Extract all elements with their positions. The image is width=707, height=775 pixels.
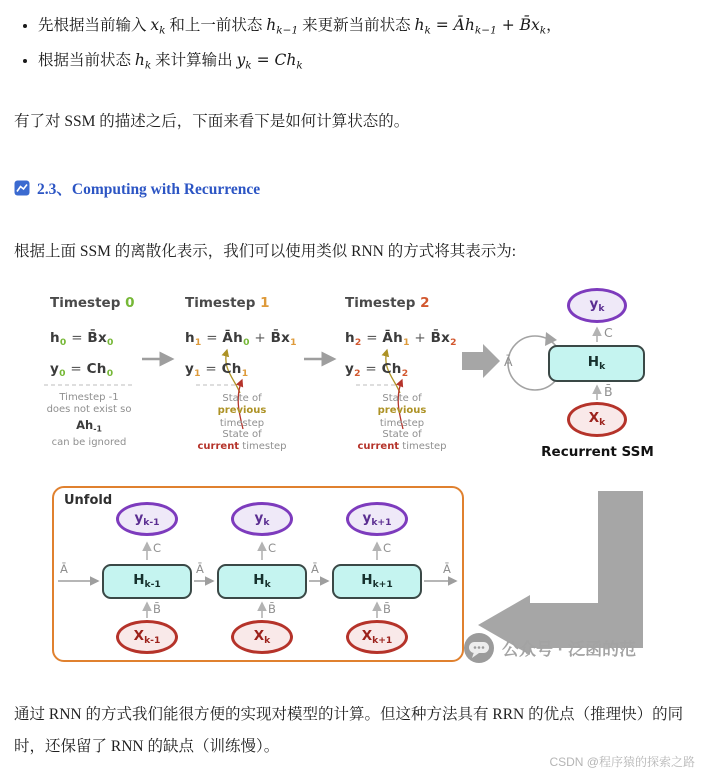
timestep-0-h-formula: $h_0$ = $B̄x_0$ bbox=[50, 329, 114, 348]
node-label: $X_k$ bbox=[588, 410, 606, 429]
note-formula: $Ah_{-1}$ bbox=[76, 417, 102, 434]
a-bar-label: Ā bbox=[443, 561, 451, 576]
c-label: C bbox=[383, 540, 392, 555]
note-current-state bbox=[196, 429, 288, 454]
bullet-text: 根据当前状态 $h_k$ 来计算输出 $y_k = Ch_k$ bbox=[38, 51, 303, 72]
timestep-1-title: Timestep 1 bbox=[185, 294, 270, 311]
timestep-2-y-formula: $y_2 = Ch_2$ bbox=[345, 360, 409, 379]
unfold-x-node-1 bbox=[231, 620, 293, 654]
unfold-x-node-0 bbox=[116, 620, 178, 654]
timestep-1-h-formula: $h_1$ = $Āh_0$ + $B̄x_1$ bbox=[185, 329, 297, 348]
a-bar-label: Ā bbox=[196, 561, 204, 576]
paragraph-conclusion: 通过 RNN 的方式我们能很方便的实现对模型的计算。但这种方法具有 RRN 的优点（推理快）的同时，还保留了 RNN 的缺点（训练慢）。 bbox=[14, 705, 684, 755]
note-previous-state bbox=[196, 393, 288, 431]
b-bar-label: B̄ bbox=[383, 601, 391, 616]
node-label: $H_{k-1}$ bbox=[133, 572, 161, 591]
node-label: $X_k$ bbox=[253, 627, 271, 646]
node-label: $X_{k-1}$ bbox=[133, 627, 161, 646]
recurrent-h-node bbox=[548, 345, 645, 382]
note-line: current timestep bbox=[197, 441, 287, 453]
recurrent-x-node bbox=[567, 402, 627, 437]
csdn-watermark: CSDN @程序猿的探索之路 bbox=[549, 755, 695, 769]
a-bar-label: Ā bbox=[311, 561, 319, 576]
chat-bubble-icon bbox=[464, 633, 494, 663]
unfold-x-node-2 bbox=[346, 620, 408, 654]
recurrent-loop-arrowhead bbox=[545, 332, 557, 346]
timestep-0-title: Timestep 0 bbox=[50, 294, 135, 311]
unfold-big-arrow bbox=[478, 491, 643, 655]
c-label: C bbox=[268, 540, 277, 555]
note-line: previous timestep bbox=[377, 405, 427, 429]
node-label: $y_k$ bbox=[254, 509, 270, 528]
timestep-2-h-formula: $h_2$ = $Āh_1$ + $B̄x_2$ bbox=[345, 329, 457, 348]
unfold-title: Unfold bbox=[64, 492, 113, 508]
note-line: State of bbox=[222, 392, 262, 404]
note-current-state bbox=[356, 429, 448, 454]
a-bar-label: Ā bbox=[504, 353, 513, 369]
c-label: C bbox=[153, 540, 162, 555]
note-line: can be ignored bbox=[51, 437, 127, 449]
unfold-h-node-2 bbox=[332, 564, 422, 599]
node-label: $y_{k+1}$ bbox=[362, 509, 392, 528]
wechat-watermark-text: 公众号 · 泛函的范 bbox=[502, 640, 637, 660]
timestep-0-y-formula: $y_0 = Ch_0$ bbox=[50, 360, 114, 379]
note-line: does not exist so bbox=[46, 404, 132, 416]
note-line: State of bbox=[382, 428, 422, 440]
node-label: $y_k$ bbox=[589, 296, 605, 315]
note-line: State of bbox=[222, 428, 262, 440]
timestep-1-y-formula: $y_1 = Ch_1$ bbox=[185, 360, 249, 379]
b-bar-label: B̄ bbox=[604, 383, 613, 399]
note-ignore bbox=[36, 392, 142, 450]
bullet-text: 先根据当前输入 $x_k$ 和上一前状态 $h_{k-1}$ 来更新当前状态 $h_k$ = $Āh_{k-1}$ + $B̄x_k$， bbox=[38, 16, 562, 37]
bullet-item-update-state bbox=[38, 10, 693, 45]
note-line: previous timestep bbox=[217, 405, 267, 429]
timestep-2-title: Timestep 2 bbox=[345, 294, 430, 311]
recurrent-ssm-caption: Recurrent SSM bbox=[541, 443, 654, 460]
chart-icon bbox=[14, 180, 30, 196]
block-arrow-right bbox=[462, 344, 500, 378]
paragraph-lead: 根据上面 SSM 的离散化表示，我们可以使用类似 RNN 的方式将其表示为: bbox=[14, 242, 517, 260]
node-label: $X_{k+1}$ bbox=[361, 627, 393, 646]
node-label: $y_{k-1}$ bbox=[134, 509, 160, 528]
unfold-h-node-1 bbox=[217, 564, 307, 599]
article-page bbox=[0, 10, 707, 775]
node-label: $H_k$ bbox=[253, 572, 271, 591]
paragraph-intro: 有了对 SSM 的描述之后，下面来看下是如何计算状态的。 bbox=[14, 112, 410, 130]
node-label: $H_{k+1}$ bbox=[361, 572, 393, 591]
note-line: current timestep bbox=[357, 441, 447, 453]
bullet-list bbox=[14, 10, 693, 81]
note-previous-state bbox=[356, 393, 448, 431]
ssm-recurrence-figure bbox=[0, 283, 707, 669]
node-label: $H_k$ bbox=[587, 354, 606, 373]
b-bar-label: B̄ bbox=[268, 601, 276, 616]
a-bar-label: Ā bbox=[60, 561, 68, 576]
bullet-item-output bbox=[38, 45, 693, 80]
section-heading bbox=[14, 177, 693, 199]
note-line: Timestep -1 bbox=[59, 391, 119, 403]
section-heading-text: 2.3、Computing with Recurrence bbox=[37, 180, 261, 198]
recurrent-y-node bbox=[567, 288, 627, 323]
unfold-h-node-0 bbox=[102, 564, 192, 599]
unfold-y-node-1 bbox=[231, 502, 293, 536]
unfold-y-node-0 bbox=[116, 502, 178, 536]
unfold-y-node-2 bbox=[346, 502, 408, 536]
b-bar-label: B̄ bbox=[153, 601, 161, 616]
note-line: State of bbox=[382, 392, 422, 404]
c-label: C bbox=[604, 324, 613, 340]
wechat-watermark bbox=[464, 633, 636, 663]
